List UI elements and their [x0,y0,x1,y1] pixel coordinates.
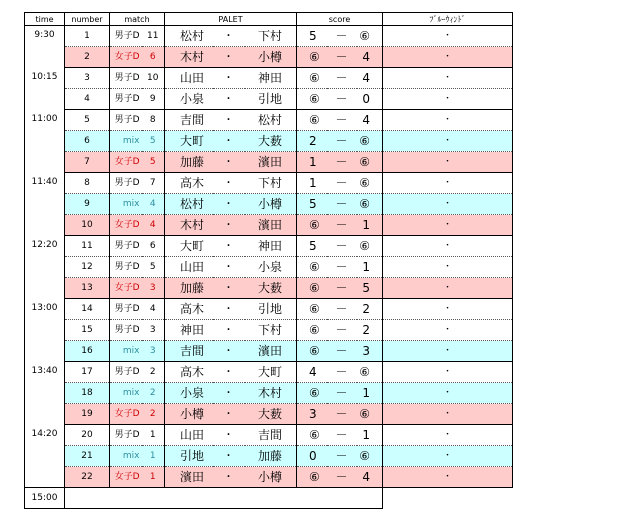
match-number-cell: 22 [65,467,110,488]
player-right-cell: 大薮 [245,131,297,152]
match-type-cell: 女子D [110,467,142,488]
table-row [25,131,513,152]
match-type-cell: 女子D [110,152,142,173]
player-right-cell: 小樽 [245,467,297,488]
score-separator: － [327,320,357,341]
score-separator: － [327,299,357,320]
score-right-cell: 4 [357,110,383,131]
table-row [25,152,513,173]
match-count-cell: 1 [142,425,165,446]
time-cell: 11:40 [25,173,65,236]
player-separator: ・ [213,89,245,110]
match-count-cell: 2 [142,383,165,404]
blue-wind-cell: ・ [383,89,513,110]
player-separator: ・ [213,257,245,278]
match-number-cell: 16 [65,341,110,362]
match-count-cell: 4 [142,215,165,236]
score-separator: － [327,278,357,299]
player-left-cell: 小泉 [165,383,213,404]
player-right-cell: 神田 [245,68,297,89]
match-count-cell: 5 [142,152,165,173]
blue-wind-cell: ・ [383,404,513,425]
table-row [25,26,513,47]
score-right-cell: 1 [357,215,383,236]
player-left-cell: 加藤 [165,278,213,299]
blue-wind-cell: ・ [383,425,513,446]
player-left-cell: 松村 [165,26,213,47]
player-separator: ・ [213,110,245,131]
score-separator: － [327,362,357,383]
score-right-cell: 5 [357,278,383,299]
score-right-cell: ⑥ [357,173,383,194]
player-left-cell: 山田 [165,257,213,278]
player-left-cell: 小樽 [165,404,213,425]
score-left-cell: 5 [297,236,327,257]
match-type-cell: 男子D [110,110,142,131]
score-left-cell: 0 [297,446,327,467]
score-left-cell: ⑥ [297,467,327,488]
score-separator: － [327,131,357,152]
schedule-body [25,26,513,509]
table-row [25,404,513,425]
player-separator: ・ [213,194,245,215]
player-separator: ・ [213,425,245,446]
score-right-cell: 1 [357,383,383,404]
match-count-cell: 2 [142,404,165,425]
table-row [25,173,513,194]
table-row [25,446,513,467]
score-right-cell: 3 [357,341,383,362]
match-count-cell: 6 [142,236,165,257]
match-number-cell: 12 [65,257,110,278]
match-number-cell: 19 [65,404,110,425]
match-number-cell: 5 [65,110,110,131]
player-left-cell: 大町 [165,131,213,152]
score-right-cell: ⑥ [357,404,383,425]
match-type-cell: mix [110,446,142,467]
match-type-cell: 男子D [110,26,142,47]
player-right-cell: 引地 [245,299,297,320]
player-separator: ・ [213,446,245,467]
match-type-cell: 男子D [110,362,142,383]
score-left-cell: 3 [297,404,327,425]
match-number-cell: 11 [65,236,110,257]
player-separator: ・ [213,68,245,89]
player-right-cell: 加藤 [245,446,297,467]
match-count-cell: 10 [142,68,165,89]
score-left-cell: ⑥ [297,257,327,278]
blue-wind-cell: ・ [383,173,513,194]
match-count-cell: 5 [142,257,165,278]
player-right-cell: 大薮 [245,278,297,299]
table-row [25,383,513,404]
match-count-cell: 6 [142,47,165,68]
player-right-cell: 吉間 [245,425,297,446]
player-left-cell: 高木 [165,173,213,194]
end-time-cell: 15:00 [25,488,65,509]
blue-wind-cell: ・ [383,215,513,236]
player-right-cell: 濱田 [245,215,297,236]
match-count-cell: 9 [142,89,165,110]
player-right-cell: 小樽 [245,194,297,215]
match-count-cell: 3 [142,278,165,299]
score-separator: － [327,425,357,446]
score-right-cell: ⑥ [357,236,383,257]
match-type-cell: 男子D [110,257,142,278]
match-count-cell: 1 [142,467,165,488]
match-type-cell: 女子D [110,215,142,236]
player-left-cell: 吉間 [165,341,213,362]
time-cell: 12:20 [25,236,65,299]
header-row [25,13,513,26]
blue-wind-cell: ・ [383,194,513,215]
score-left-cell: ⑥ [297,383,327,404]
score-left-cell: ⑥ [297,320,327,341]
score-left-cell: ⑥ [297,215,327,236]
time-cell: 14:20 [25,425,65,488]
score-right-cell: ⑥ [357,26,383,47]
player-separator: ・ [213,173,245,194]
match-type-cell: 女子D [110,47,142,68]
blue-wind-cell: ・ [383,341,513,362]
score-left-cell: ⑥ [297,89,327,110]
score-left-cell: 2 [297,131,327,152]
blue-wind-header: ﾌﾞﾙｰｳｨﾝﾄﾞ [383,13,513,26]
match-count-cell: 2 [142,362,165,383]
table-row [25,68,513,89]
player-separator: ・ [213,404,245,425]
match-type-cell: mix [110,131,142,152]
time-header: time [25,13,65,26]
player-separator: ・ [213,341,245,362]
match-count-cell: 7 [142,173,165,194]
blue-wind-cell: ・ [383,110,513,131]
score-right-cell: 0 [357,89,383,110]
match-number-cell: 3 [65,68,110,89]
player-left-cell: 小泉 [165,89,213,110]
table-row [25,278,513,299]
blue-wind-cell: ・ [383,320,513,341]
player-right-cell: 下村 [245,173,297,194]
match-number-cell: 18 [65,383,110,404]
player-right-cell: 大町 [245,362,297,383]
score-separator: － [327,257,357,278]
table-row [25,110,513,131]
score-right-cell: 2 [357,299,383,320]
time-cell: 11:00 [25,110,65,173]
time-cell: 10:15 [25,68,65,110]
blue-wind-cell: ・ [383,236,513,257]
score-right-cell: 4 [357,47,383,68]
score-separator: － [327,194,357,215]
player-right-cell: 松村 [245,110,297,131]
score-right-cell: 1 [357,425,383,446]
table-row [25,194,513,215]
table-row [25,257,513,278]
match-count-cell: 5 [142,131,165,152]
player-separator: ・ [213,236,245,257]
score-header: score [297,13,383,26]
table-row [25,236,513,257]
score-separator: － [327,404,357,425]
match-number-cell: 14 [65,299,110,320]
match-count-cell: 3 [142,320,165,341]
match-number-cell: 13 [65,278,110,299]
score-right-cell: ⑥ [357,152,383,173]
score-separator: － [327,383,357,404]
match-number-cell: 15 [65,320,110,341]
end-blank-cell [65,488,383,509]
player-separator: ・ [213,467,245,488]
score-left-cell: ⑥ [297,110,327,131]
match-number-cell: 7 [65,152,110,173]
player-left-cell: 松村 [165,194,213,215]
player-left-cell: 引地 [165,446,213,467]
score-separator: － [327,47,357,68]
player-separator: ・ [213,152,245,173]
score-left-cell: 5 [297,194,327,215]
table-row [25,320,513,341]
match-count-cell: 1 [142,446,165,467]
player-separator: ・ [213,278,245,299]
match-type-cell: 女子D [110,404,142,425]
match-type-cell: 男子D [110,68,142,89]
blue-wind-cell: ・ [383,299,513,320]
table-row [25,89,513,110]
blue-wind-cell: ・ [383,26,513,47]
match-header: match [110,13,165,26]
table-row [25,362,513,383]
blue-wind-cell: ・ [383,278,513,299]
blue-wind-cell: ・ [383,446,513,467]
blue-wind-cell: ・ [383,467,513,488]
player-separator: ・ [213,299,245,320]
score-right-cell: ⑥ [357,362,383,383]
player-right-cell: 小泉 [245,257,297,278]
match-type-cell: 男子D [110,89,142,110]
player-right-cell: 小樽 [245,47,297,68]
player-right-cell: 下村 [245,320,297,341]
score-right-cell: ⑥ [357,131,383,152]
player-left-cell: 高木 [165,299,213,320]
table-row [25,425,513,446]
match-count-cell: 11 [142,26,165,47]
score-separator: － [327,173,357,194]
score-left-cell: ⑥ [297,299,327,320]
score-separator: － [327,446,357,467]
time-cell: 13:40 [25,362,65,425]
blue-wind-cell: ・ [383,68,513,89]
player-right-cell: 濱田 [245,152,297,173]
blue-wind-cell: ・ [383,257,513,278]
match-number-cell: 1 [65,26,110,47]
score-right-cell: ⑥ [357,446,383,467]
match-type-cell: 男子D [110,299,142,320]
score-separator: － [327,467,357,488]
match-type-cell: 男子D [110,425,142,446]
score-right-cell: 2 [357,320,383,341]
score-separator: － [327,26,357,47]
player-right-cell: 下村 [245,26,297,47]
player-right-cell: 大薮 [245,404,297,425]
match-type-cell: mix [110,341,142,362]
player-left-cell: 山田 [165,68,213,89]
match-count-cell: 4 [142,299,165,320]
score-left-cell: ⑥ [297,341,327,362]
match-number-cell: 21 [65,446,110,467]
score-left-cell: 5 [297,26,327,47]
match-type-cell: 女子D [110,278,142,299]
table-row [25,215,513,236]
table-row [25,467,513,488]
score-separator: － [327,215,357,236]
player-left-cell: 神田 [165,320,213,341]
score-left-cell: ⑥ [297,425,327,446]
player-left-cell: 木村 [165,47,213,68]
score-separator: － [327,68,357,89]
player-left-cell: 大町 [165,236,213,257]
end-time-row [25,488,513,509]
table-row [25,299,513,320]
blue-wind-cell: ・ [383,131,513,152]
palet-header: PALET [165,13,297,26]
score-right-cell: ⑥ [357,194,383,215]
player-right-cell: 神田 [245,236,297,257]
score-separator: － [327,152,357,173]
time-cell: 9:30 [25,26,65,68]
table-row [25,341,513,362]
schedule-sheet [24,12,513,509]
score-right-cell: 4 [357,68,383,89]
match-type-cell: mix [110,383,142,404]
number-header: number [65,13,110,26]
match-type-cell: 男子D [110,173,142,194]
player-left-cell: 濱田 [165,467,213,488]
match-count-cell: 8 [142,110,165,131]
match-number-cell: 17 [65,362,110,383]
player-left-cell: 山田 [165,425,213,446]
player-left-cell: 加藤 [165,152,213,173]
time-cell: 13:00 [25,299,65,362]
player-separator: ・ [213,320,245,341]
match-number-cell: 20 [65,425,110,446]
match-number-cell: 4 [65,89,110,110]
score-left-cell: ⑥ [297,68,327,89]
match-number-cell: 8 [65,173,110,194]
score-left-cell: 4 [297,362,327,383]
player-right-cell: 引地 [245,89,297,110]
player-separator: ・ [213,383,245,404]
match-type-cell: 男子D [110,236,142,257]
score-left-cell: 1 [297,152,327,173]
score-left-cell: ⑥ [297,278,327,299]
score-left-cell: 1 [297,173,327,194]
blue-wind-cell: ・ [383,152,513,173]
player-right-cell: 木村 [245,383,297,404]
match-number-cell: 9 [65,194,110,215]
score-separator: － [327,236,357,257]
match-count-cell: 4 [142,194,165,215]
player-separator: ・ [213,215,245,236]
player-separator: ・ [213,47,245,68]
match-type-cell: mix [110,194,142,215]
schedule-table [24,12,513,509]
player-separator: ・ [213,26,245,47]
score-separator: － [327,110,357,131]
player-left-cell: 吉間 [165,110,213,131]
player-separator: ・ [213,131,245,152]
score-left-cell: ⑥ [297,47,327,68]
table-row [25,47,513,68]
player-separator: ・ [213,362,245,383]
score-separator: － [327,341,357,362]
score-right-cell: 1 [357,257,383,278]
player-left-cell: 高木 [165,362,213,383]
player-left-cell: 木村 [165,215,213,236]
match-count-cell: 3 [142,341,165,362]
player-right-cell: 濱田 [245,341,297,362]
match-number-cell: 6 [65,131,110,152]
match-number-cell: 10 [65,215,110,236]
blue-wind-cell: ・ [383,362,513,383]
score-right-cell: 4 [357,467,383,488]
blue-wind-cell: ・ [383,47,513,68]
match-number-cell: 2 [65,47,110,68]
score-separator: － [327,89,357,110]
blue-wind-cell: ・ [383,383,513,404]
match-type-cell: 男子D [110,320,142,341]
